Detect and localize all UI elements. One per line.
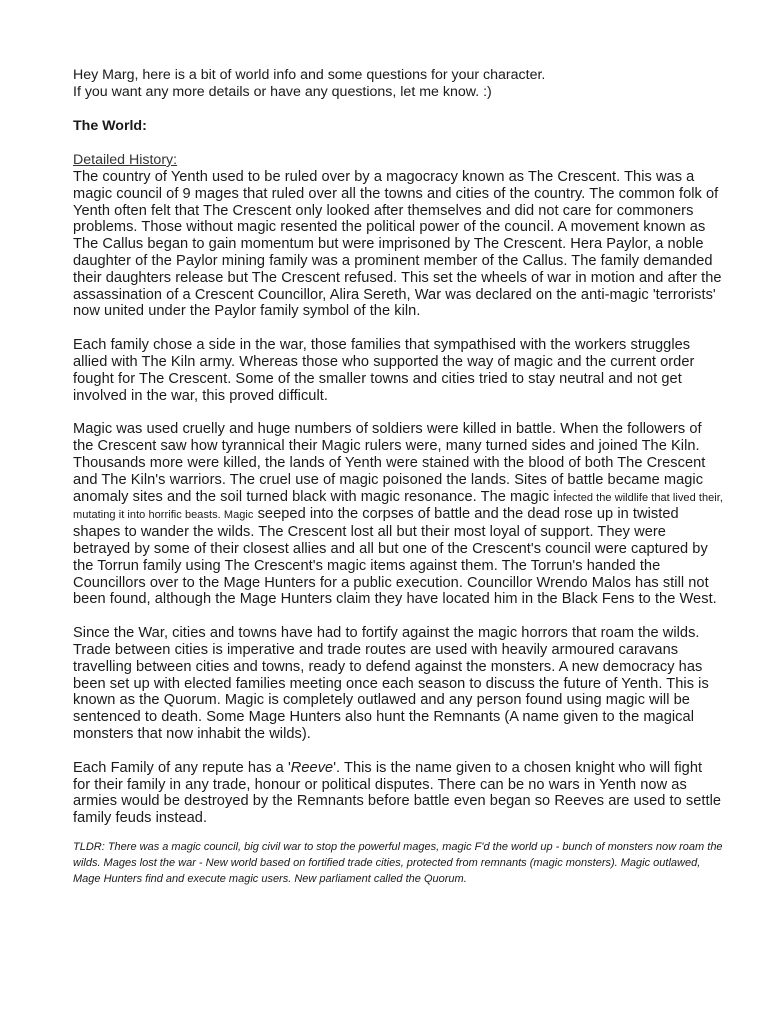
paragraph-3-small-text: nfected the wildlife that lived their, mutating it into horrific beasts. Magic bbox=[73, 491, 723, 522]
history-paragraph-3 bbox=[73, 421, 723, 608]
intro-line-2: If you want any more details or have any questions, let me know. :) bbox=[73, 84, 492, 100]
intro-line-1: Hey Marg, here is a bit of world info and some questions for your character. bbox=[73, 67, 546, 83]
reeve-term: Reeve bbox=[290, 759, 334, 776]
history-paragraph-1: The country of Yenth used to be ruled over by a magocracy known as The Crescent. This was a magic council of 9 mages that ruled over all the towns and cities of the country. The common folk of Yenth often felt that The Crescent only looked after themselves and did not care for commoners problems. Those without magic resented the political power of the council. A movement known as The Callus began to gain momentum but were imprisoned by The Crescent. Hera Paylor, a noble daughter of the Paylor mining family was a prominent member of the Callus. The family demanded their daughters release but The Crescent refused. This set the wheels of war in motion and after the assassination of a Crescent Councillor, Alira Sereth, War was declared on the anti-magic 'terrorists' now united under the Paylor family symbol of the kiln. bbox=[73, 169, 722, 320]
paragraph-3-part-a: Magic was used cruelly and huge numbers of soldiers were killed in battle. When the followers of the Crescent saw how tyrannical their Magic rulers were, many turned sides and joined The Kiln. Thousands more were killed, the lands of Yenth were stained with the blood of both The Crescent and The Kiln's warriors. The cruel use of magic poisoned the lands. Sites of battle became magic anomaly sites and the soil turned black with magic resonance. The magic i bbox=[73, 421, 706, 505]
history-paragraph-5 bbox=[73, 760, 723, 827]
document-page bbox=[73, 67, 723, 887]
intro-text bbox=[73, 67, 723, 101]
history-paragraph-4: Since the War, cities and towns have had to fortify against the magic horrors that roam the wilds. Trade between cities is imperative and trade routes are used with heavily armoured caravans travelling between cities and towns, ready to defend against the monsters. A new democracy has been set up with elected families meeting once each season to discuss the future of Yenth. This is known as the Quorum. Magic is completely outlawed and any person found using magic will be sentenced to death. Some Mage Hunters also hunt the Remnants (A name given to the magical monsters that now inhabit the wilds). bbox=[73, 625, 709, 742]
history-paragraph-2: Each family chose a side in the war, those families that sympathised with the workers struggles allied with The Kiln army. Whereas those who supported the way of magic and the current order fought for The Crescent. Some of the smaller towns and cities tried to stay neutral and not get involved in the war, this proved difficult. bbox=[73, 337, 695, 404]
paragraph-5-part-b: '. This is the name given to a chosen knight who will fight for their family in any trade, honour or political disputes. There can be no wars in Yenth now as armies would be destroyed by the Remnants before battle even began so Reeves are used to settle family feuds instead. bbox=[73, 759, 722, 827]
section-title: The World: bbox=[73, 118, 147, 134]
paragraph-3-part-b: seeped into the corpses of battle and the dead rose up in twisted shapes to wander the wilds. The Crescent lost all but their most loyal of support. They were betrayed by some of their closest allies and all but one of the Crescent's council were captured by the Torrun family using The Crescent's magic items against them. The Torrun's handed the Councillors over to the Mage Hunters for a public execution. Councillor Wrendo Malos has still not been found, although the Mage Hunters claim they have located him in the Black Fens to the West. bbox=[73, 506, 717, 608]
tldr-summary: TLDR: There was a magic council, big civil war to stop the powerful mages, magic F'd the world up - bunch of monsters now roam the wilds. Mages lost the war - New world based on fortified trade cities, protected from remnants (magic monsters). Magic outlawed, Mage Hunters find and execute magic users. New parliament called the Quorum. bbox=[73, 840, 723, 885]
paragraph-5-part-a: Each Family of any repute has a ' bbox=[73, 759, 291, 776]
subsection-title: Detailed History: bbox=[73, 152, 178, 168]
